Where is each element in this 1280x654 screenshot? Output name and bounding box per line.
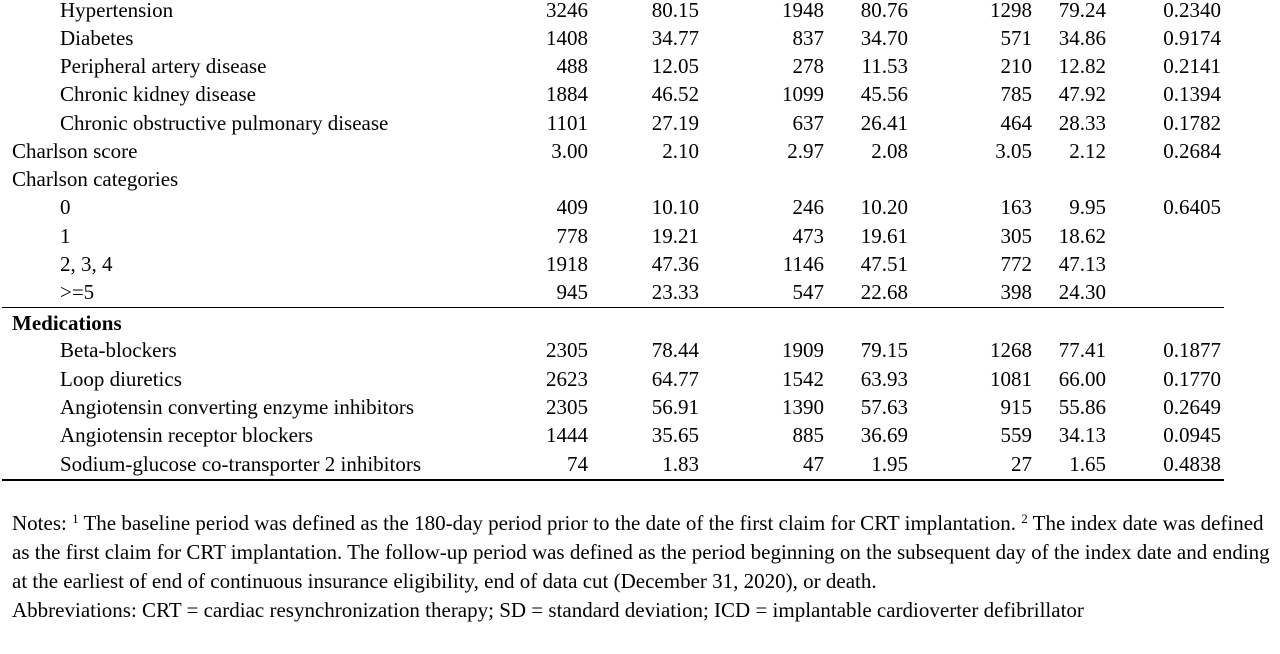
p-value: 0.6405 [1163,195,1221,219]
cell-value: 1.83 [662,452,699,476]
cell-value: 915 [1000,395,1032,419]
cell-value: 22.68 [860,280,908,304]
table-row [0,165,1280,193]
table-row [0,52,1280,80]
p-value: 0.2649 [1163,395,1221,419]
cell-value: 47 [803,452,824,476]
cell-value: 10.10 [651,195,699,219]
cell-value: 34.70 [860,26,908,50]
table-notes [12,509,1278,625]
cell-value: 464 [1000,111,1032,135]
cell-value: 2.12 [1069,139,1106,163]
cell-value: 3.05 [995,139,1032,163]
note-text: The baseline period was defined as the 180-day period prior to the date of the first claim for CRT implantation. [78,511,1022,535]
table-row [0,109,1280,137]
cell-value: 3.00 [551,139,588,163]
table-bottom-rule [2,479,1224,481]
table-row [0,80,1280,108]
cell-value: 210 [1000,54,1032,78]
cell-value: 66.00 [1058,367,1106,391]
cell-value: 1909 [782,338,824,362]
row-label: Hypertension [60,0,174,22]
table-row [0,309,1280,337]
cell-value: 19.61 [860,224,908,248]
row-label: 0 [60,195,71,219]
cell-value: 18.62 [1058,224,1106,248]
cell-value: 10.20 [860,195,908,219]
cell-value: 1390 [782,395,824,419]
cell-value: 1408 [546,26,588,50]
cell-value: 1918 [546,252,588,276]
cell-value: 47.36 [651,252,699,276]
cell-value: 2305 [546,338,588,362]
cell-value: 278 [792,54,824,78]
cell-value: 778 [556,224,588,248]
cell-value: 2.08 [871,139,908,163]
cell-value: 63.93 [860,367,908,391]
cell-value: 12.82 [1058,54,1106,78]
cell-value: 409 [556,195,588,219]
cell-value: 34.13 [1058,423,1106,447]
table-row [0,278,1280,306]
cell-value: 26.41 [860,111,908,135]
cell-value: 80.15 [651,0,699,22]
cell-value: 571 [1000,26,1032,50]
section-heading: Medications [12,311,122,335]
cell-value: 80.76 [860,0,908,22]
cell-value: 9.95 [1069,195,1106,219]
section-label: Charlson categories [12,167,179,191]
cell-value: 2.10 [662,139,699,163]
row-label: Diabetes [60,26,134,50]
cell-value: 46.52 [651,82,699,106]
row-label: 2, 3, 4 [60,252,113,276]
cell-value: 47.51 [860,252,908,276]
cell-value: 1146 [782,252,824,276]
cell-value: 1.65 [1069,452,1106,476]
cell-value: 57.63 [860,395,908,419]
abbreviations: Abbreviations: CRT = cardiac resynchronization therapy; SD = standard deviation; ICD = implantable cardioverter defibrillator [12,598,1084,622]
row-label: Angiotensin receptor blockers [60,423,314,447]
row-label: Beta-blockers [60,338,177,362]
table-row [0,193,1280,221]
cell-value: 74 [567,452,588,476]
cell-value: 3246 [546,0,588,22]
cell-value: 547 [792,280,824,304]
row-label: Chronic kidney disease [60,82,256,106]
p-value: 0.2340 [1163,0,1221,22]
cell-value: 1542 [782,367,824,391]
cell-value: 2623 [546,367,588,391]
section-divider [2,307,1224,308]
cell-value: 79.24 [1058,0,1106,22]
cell-value: 1101 [546,111,588,135]
cell-value: 163 [1000,195,1032,219]
table-row [0,222,1280,250]
cell-value: 637 [792,111,824,135]
cell-value: 1099 [782,82,824,106]
cell-value: 1081 [990,367,1032,391]
row-label: Peripheral artery disease [60,54,267,78]
table-row [0,450,1280,478]
cell-value: 47.13 [1058,252,1106,276]
cell-value: 246 [792,195,824,219]
cell-value: 1884 [546,82,588,106]
cell-value: 398 [1000,280,1032,304]
row-label: Charlson score [12,139,138,163]
row-label: Loop diuretics [60,367,182,391]
note-text: The index date was defined as the first claim for CRT implantation. The follow-up period was defined as the period beginning on the subsequent day of the index date and ending at the earliest of end of continuous insurance eligibility, end of data cut (December 31, 2020), or death. [12,511,1270,593]
footnote-marker: 2 [1021,511,1028,526]
table-row [0,336,1280,364]
footnote-marker: 1 [72,511,79,526]
cell-value: 55.86 [1058,395,1106,419]
cell-value: 885 [792,423,824,447]
cell-value: 34.86 [1058,26,1106,50]
table-row [0,137,1280,165]
cell-value: 837 [792,26,824,50]
cell-value: 2.97 [787,139,824,163]
row-label: Chronic obstructive pulmonary disease [60,111,389,135]
cell-value: 945 [556,280,588,304]
cell-value: 1268 [990,338,1032,362]
cell-value: 47.92 [1058,82,1106,106]
cell-value: 305 [1000,224,1032,248]
cell-value: 34.77 [651,26,699,50]
cell-value: 28.33 [1058,111,1106,135]
cell-value: 473 [792,224,824,248]
cell-value: 36.69 [860,423,908,447]
cell-value: 1444 [546,423,588,447]
cell-value: 45.56 [860,82,908,106]
p-value: 0.1782 [1163,111,1221,135]
table-row [0,24,1280,52]
p-value: 0.9174 [1163,26,1221,50]
table-row [0,393,1280,421]
p-value: 0.0945 [1163,423,1221,447]
cell-value: 27 [1011,452,1032,476]
p-value: 0.1877 [1163,338,1221,362]
cell-value: 24.30 [1058,280,1106,304]
cell-value: 79.15 [860,338,908,362]
p-value: 0.1394 [1163,82,1221,106]
notes-prefix: Notes: [12,511,73,535]
p-value: 0.2141 [1163,54,1221,78]
cell-value: 19.21 [651,224,699,248]
cell-value: 559 [1000,423,1032,447]
p-value: 0.2684 [1163,139,1221,163]
cell-value: 35.65 [651,423,699,447]
notes-paragraph [12,509,1278,596]
cell-value: 12.05 [651,54,699,78]
cell-value: 27.19 [651,111,699,135]
cell-value: 772 [1000,252,1032,276]
cell-value: 11.53 [861,54,908,78]
cell-value: 1948 [782,0,824,22]
cell-value: 78.44 [651,338,699,362]
cell-value: 23.33 [651,280,699,304]
table-row [0,421,1280,449]
row-label: 1 [60,224,71,248]
cell-value: 1.95 [871,452,908,476]
row-label: Angiotensin converting enzyme inhibitors [60,395,415,419]
table-row [0,365,1280,393]
cell-value: 2305 [546,395,588,419]
cell-value: 785 [1000,82,1032,106]
row-label: Sodium-glucose co-transporter 2 inhibitors [60,452,422,476]
row-label: >=5 [60,280,95,304]
cell-value: 1298 [990,0,1032,22]
table-row [0,0,1280,24]
table-row [0,250,1280,278]
cell-value: 488 [556,54,588,78]
cell-value: 56.91 [651,395,699,419]
cell-value: 64.77 [651,367,699,391]
p-value: 0.4838 [1163,452,1221,476]
cell-value: 77.41 [1058,338,1106,362]
p-value: 0.1770 [1163,367,1221,391]
